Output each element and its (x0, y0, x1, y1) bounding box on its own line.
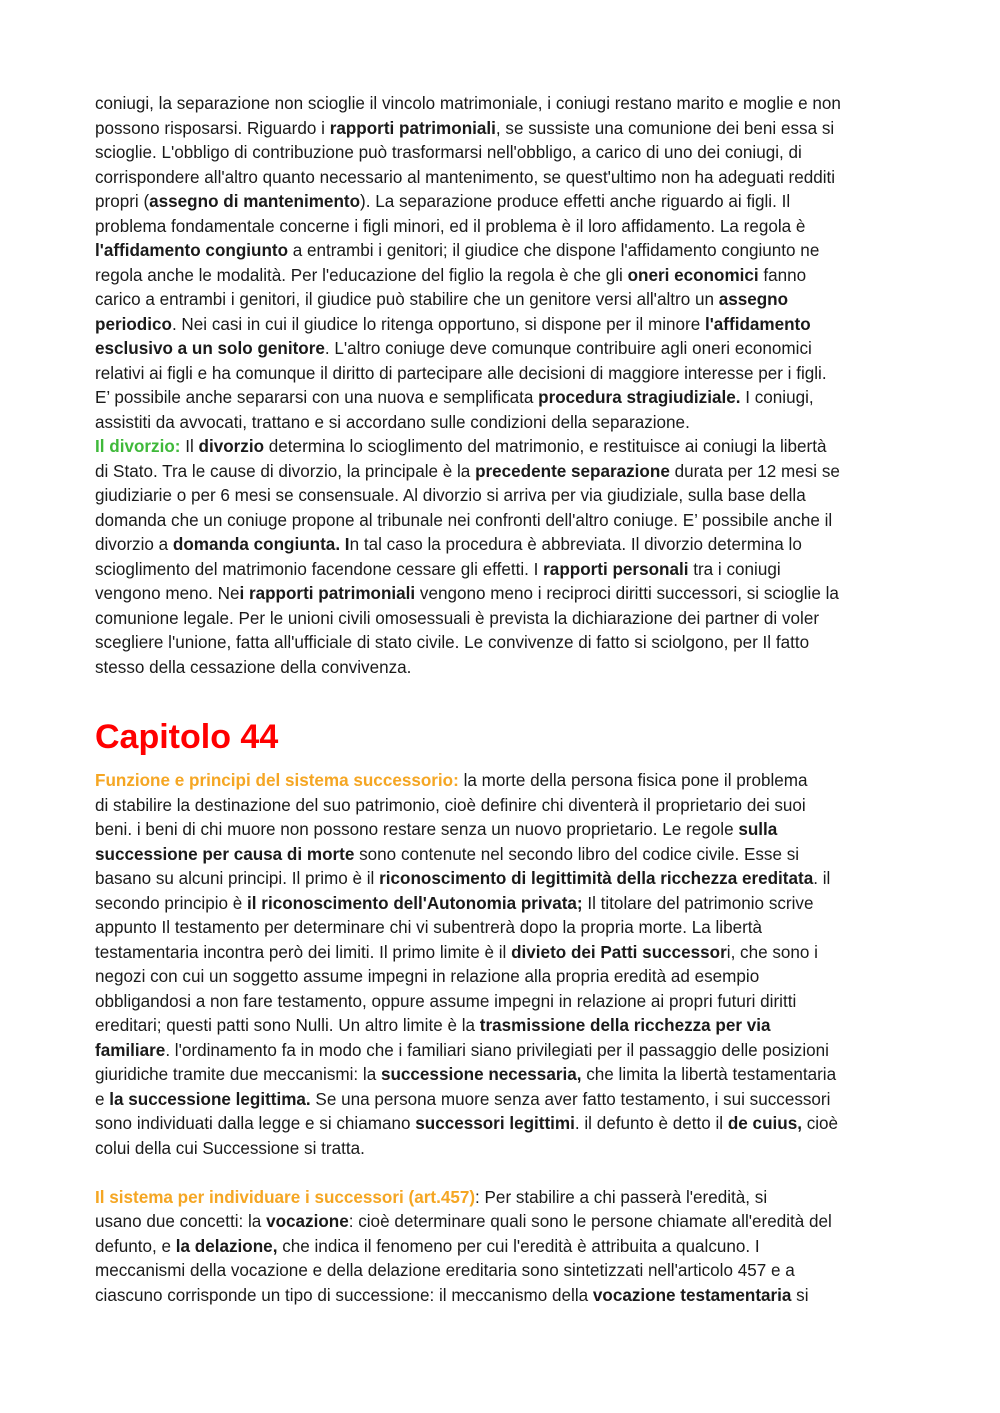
text-run: carico a entrambi i genitori, il giudice può stabilire che un genitore versi all'altro un (95, 290, 719, 309)
text-line (95, 190, 907, 215)
text-run: i, che sono i (726, 942, 818, 962)
text-run: giudiziarie o per 6 mesi se consensuale. Al divorzio si arriva per via giudiziale, sulla base della (95, 486, 806, 505)
bold-term: divorzio (198, 437, 265, 456)
text-line (95, 1210, 907, 1235)
text-line (95, 239, 907, 264)
text-line (95, 631, 907, 656)
text-line (95, 1112, 907, 1137)
text-run: e (95, 1089, 110, 1109)
text-run: E’ possibile anche separarsi con una nuova e semplificata (95, 388, 539, 407)
text-line (95, 990, 907, 1015)
text-line (95, 533, 907, 558)
text-run: : Per stabilire a chi passerà l'eredità, si (475, 1187, 768, 1207)
paragraph-separation (95, 92, 907, 435)
bold-term: vocazione (266, 1212, 349, 1231)
text-run: ). La separazione produce effetti anche riguardo ai figli. Il (360, 192, 791, 211)
text-line (95, 818, 907, 843)
text-run: sono individuati dalla legge e si chiamano (95, 1114, 416, 1133)
text-run: domanda che un coniuge propone al tribunale nei confronti dell'altro coniuge. E’ possibile anche il (95, 510, 833, 530)
text-line (95, 141, 907, 166)
text-run: ciascuno corrisponde un tipo di successione: il meccanismo della (95, 1285, 593, 1305)
text-line (95, 794, 907, 819)
text-run: determina lo scioglimento del matrimonio, e restituisce ai coniugi la libertà (264, 437, 827, 456)
text-run: assistiti da avvocati, trattano e si accordano sulle condizioni della separazione. (95, 412, 690, 432)
text-run: negozi con cui un soggetto assume impegni in relazione alla propria eredità ad esempio (95, 967, 760, 986)
bold-term: esclusivo a un solo genitore (95, 339, 325, 358)
text-run: regola anche le modalità. Per l'educazione del figlio la regola è che gli (95, 265, 628, 285)
text-run: obbligandosi a non fare testamento, oppure assume impegni in relazione ai propri futuri diritti (95, 991, 797, 1011)
text-line (95, 1088, 907, 1113)
text-run: n tal caso la procedura è abbreviata. Il divorzio determina lo (349, 535, 802, 554)
bold-term: successione per causa di morte (95, 844, 355, 864)
text-run: . Nei casi in cui il giudice lo ritenga opportuno, si dispone per il minore (171, 314, 705, 334)
text-line (95, 867, 907, 892)
text-run: vengono meno i reciproci diritti successori, si scioglie la (415, 584, 839, 603)
section-heading: Il sistema per individuare i successori (art.457) (95, 1187, 476, 1207)
text-line (95, 337, 907, 362)
text-run: beni. i beni di chi muore non possono restare senza un nuovo proprietario. Le regole (95, 820, 739, 839)
text-line (95, 288, 907, 313)
bold-term: assegno di mantenimento (149, 192, 361, 211)
text-run: basano su alcuni principi. Il primo è il (95, 869, 380, 888)
text-line (95, 1063, 907, 1088)
text-run: si (791, 1285, 809, 1305)
paragraph-succession-principles (95, 769, 907, 1161)
text-line (95, 362, 907, 387)
text-run: di Stato. Tra le cause di divorzio, la principale è la (95, 461, 476, 481)
bold-term: l'affidamento congiunto (95, 241, 289, 260)
bold-term: familiare (95, 1040, 166, 1060)
text-run: divorzio a (95, 535, 173, 554)
text-run: meccanismi della vocazione e della delazione ereditaria sono sintetizzati nell'articolo 457 e a (95, 1261, 795, 1280)
text-run: . il (813, 869, 831, 888)
text-run: comunione legale. Per le unioni civili omosessuali è prevista la dichiarazione dei partner di voler (95, 608, 820, 628)
bold-term: periodico (95, 314, 172, 334)
bold-term: la delazione, (175, 1236, 278, 1256)
bold-term: i rapporti patrimoniali (239, 584, 416, 603)
text-line (95, 460, 907, 485)
text-run: scioglimento del matrimonio facendone cessare gli effetti. I (95, 559, 544, 579)
text-run: colui della cui Successione si tratta. (95, 1138, 365, 1158)
bold-term: rapporti patrimoniali (329, 118, 496, 138)
text-run: coniugi, la separazione non scioglie il vincolo matrimoniale, i coniugi restano marito e moglie e non (95, 94, 841, 113)
text-line (95, 509, 907, 534)
text-run: Se una persona muore senza aver fatto testamento, i sui successori (310, 1089, 831, 1109)
text-line (95, 1235, 907, 1260)
paragraph-successors-system (95, 1186, 907, 1309)
bold-term: sulla (738, 820, 778, 839)
text-run: defunto, e (95, 1236, 176, 1256)
text-line (95, 607, 907, 632)
bold-term: successione necessaria, (380, 1065, 582, 1084)
text-run: cioè (801, 1114, 839, 1133)
text-run: di stabilire la destinazione del suo patrimonio, cioè definire chi diventerà il proprietario dei suoi (95, 795, 806, 815)
text-run: che indica il fenomeno per cui l'eredità è attribuita a qualcuno. I (277, 1236, 760, 1256)
bold-term: l'affidamento (704, 314, 811, 334)
bold-term: la successione legittima. (109, 1089, 311, 1109)
bold-term: trasmissione della ricchezza per via (479, 1016, 771, 1035)
text-line (95, 656, 907, 681)
text-line (95, 1039, 907, 1064)
bold-term: assegno (718, 290, 789, 309)
text-run: . il defunto è detto il (574, 1114, 728, 1133)
text-run: propri ( (95, 192, 150, 211)
text-run: Il (180, 437, 199, 456)
text-run: I coniugi, (740, 388, 814, 407)
text-run: ereditari; questi patti sono Nulli. Un altro limite è la (95, 1016, 480, 1035)
document-page (95, 92, 907, 1308)
text-line (95, 941, 907, 966)
text-run: scegliere l'unione, fatta all'ufficiale di stato civile. Le convivenze di fatto si sciolgono, per Il fatto (95, 633, 810, 652)
text-line (95, 965, 907, 990)
bold-term: il riconoscimento dell'Autonomia privata; (247, 893, 583, 913)
text-line (95, 1284, 907, 1309)
text-run: scioglie. L'obbligo di contribuzione può trasformarsi nell'obbligo, a carico di uno dei coniugi, di (95, 143, 802, 162)
text-line (95, 166, 907, 191)
bold-term: divieto dei Patti successor (511, 942, 727, 962)
text-line (95, 1137, 907, 1162)
text-run: corrispondere all'altro quanto necessario al mantenimento, se quest'ultimo non ha adeguati redditi (95, 167, 836, 187)
text-line (95, 484, 907, 509)
text-run: che limita la libertà testamentaria (581, 1065, 837, 1084)
bold-term: vocazione testamentaria (592, 1285, 792, 1305)
text-line (95, 892, 907, 917)
chapter-title: Capitolo 44 (95, 718, 279, 756)
text-line (95, 215, 907, 240)
section-heading: Funzione e principi del sistema successorio: (95, 771, 459, 790)
text-line (95, 411, 907, 436)
text-run: giuridiche tramite due meccanismi: la (95, 1065, 381, 1084)
text-run: , se sussiste una comunione dei beni essa si (495, 118, 835, 138)
bold-term: procedura stragiudiziale. (538, 388, 741, 407)
text-run: problema fondamentale concerne i figli minori, ed il problema è il loro affidamento. La regola è (95, 216, 806, 236)
text-line (95, 769, 907, 794)
bold-term: precedente separazione (475, 461, 670, 481)
text-line (95, 435, 907, 460)
text-run: Il titolare del patrimonio scrive (582, 893, 814, 913)
text-run: usano due concetti: la (95, 1212, 267, 1231)
text-line (95, 313, 907, 338)
text-line (95, 1014, 907, 1039)
bold-term: domanda congiunta. I (172, 535, 350, 554)
text-run: testamentaria incontra però dei limiti. Il primo limite è il (95, 942, 512, 962)
text-line (95, 916, 907, 941)
text-line (95, 843, 907, 868)
text-run: sono contenute nel secondo libro del codice civile. Esse si (354, 844, 800, 864)
text-run: : cioè determinare quali sono le persone chiamate all'eredità del (348, 1212, 832, 1231)
bold-term: riconoscimento di legittimità della ricchezza ereditata (379, 869, 814, 888)
bold-term: oneri economici (627, 265, 759, 285)
text-line (95, 1259, 907, 1284)
text-run: . l'ordinamento fa in modo che i familiari siano privilegiati per il passaggio delle posizioni (165, 1040, 829, 1060)
text-line (95, 117, 907, 142)
text-run: a entrambi i genitori; il giudice che dispone l'affidamento congiunto ne (288, 241, 820, 260)
bold-term: rapporti personali (543, 559, 689, 579)
text-run: durata per 12 mesi se (669, 461, 840, 481)
text-run: fanno (758, 265, 807, 285)
text-line (95, 558, 907, 583)
bold-term: de cuius, (727, 1114, 802, 1133)
text-run: possono risposarsi. Riguardo i (95, 118, 330, 138)
section-heading: Il divorzio: (95, 437, 181, 456)
text-line (95, 1186, 907, 1211)
text-run: tra i coniugi (688, 559, 781, 579)
text-line (95, 582, 907, 607)
text-run: relativi ai figli e ha comunque il diritto di partecipare alle decisioni di maggiore interesse per i figli. (95, 363, 827, 383)
text-line (95, 386, 907, 411)
text-line (95, 264, 907, 289)
text-run: secondo principio è (95, 893, 248, 913)
text-run: vengono meno. Ne (95, 584, 240, 603)
text-run: appunto Il testamento per determinare chi vi subentrerà dopo la propria morte. La libertà (95, 918, 763, 937)
bold-term: successori legittimi (415, 1114, 575, 1133)
paragraph-gap (95, 1161, 907, 1186)
paragraph-divorce (95, 435, 907, 680)
text-line (95, 92, 907, 117)
text-run: stesso della cessazione della convivenza. (95, 657, 412, 677)
text-run: . L'altro coniuge deve comunque contribuire agli oneri economici (324, 339, 812, 358)
text-run: la morte della persona fisica pone il problema (458, 771, 808, 790)
